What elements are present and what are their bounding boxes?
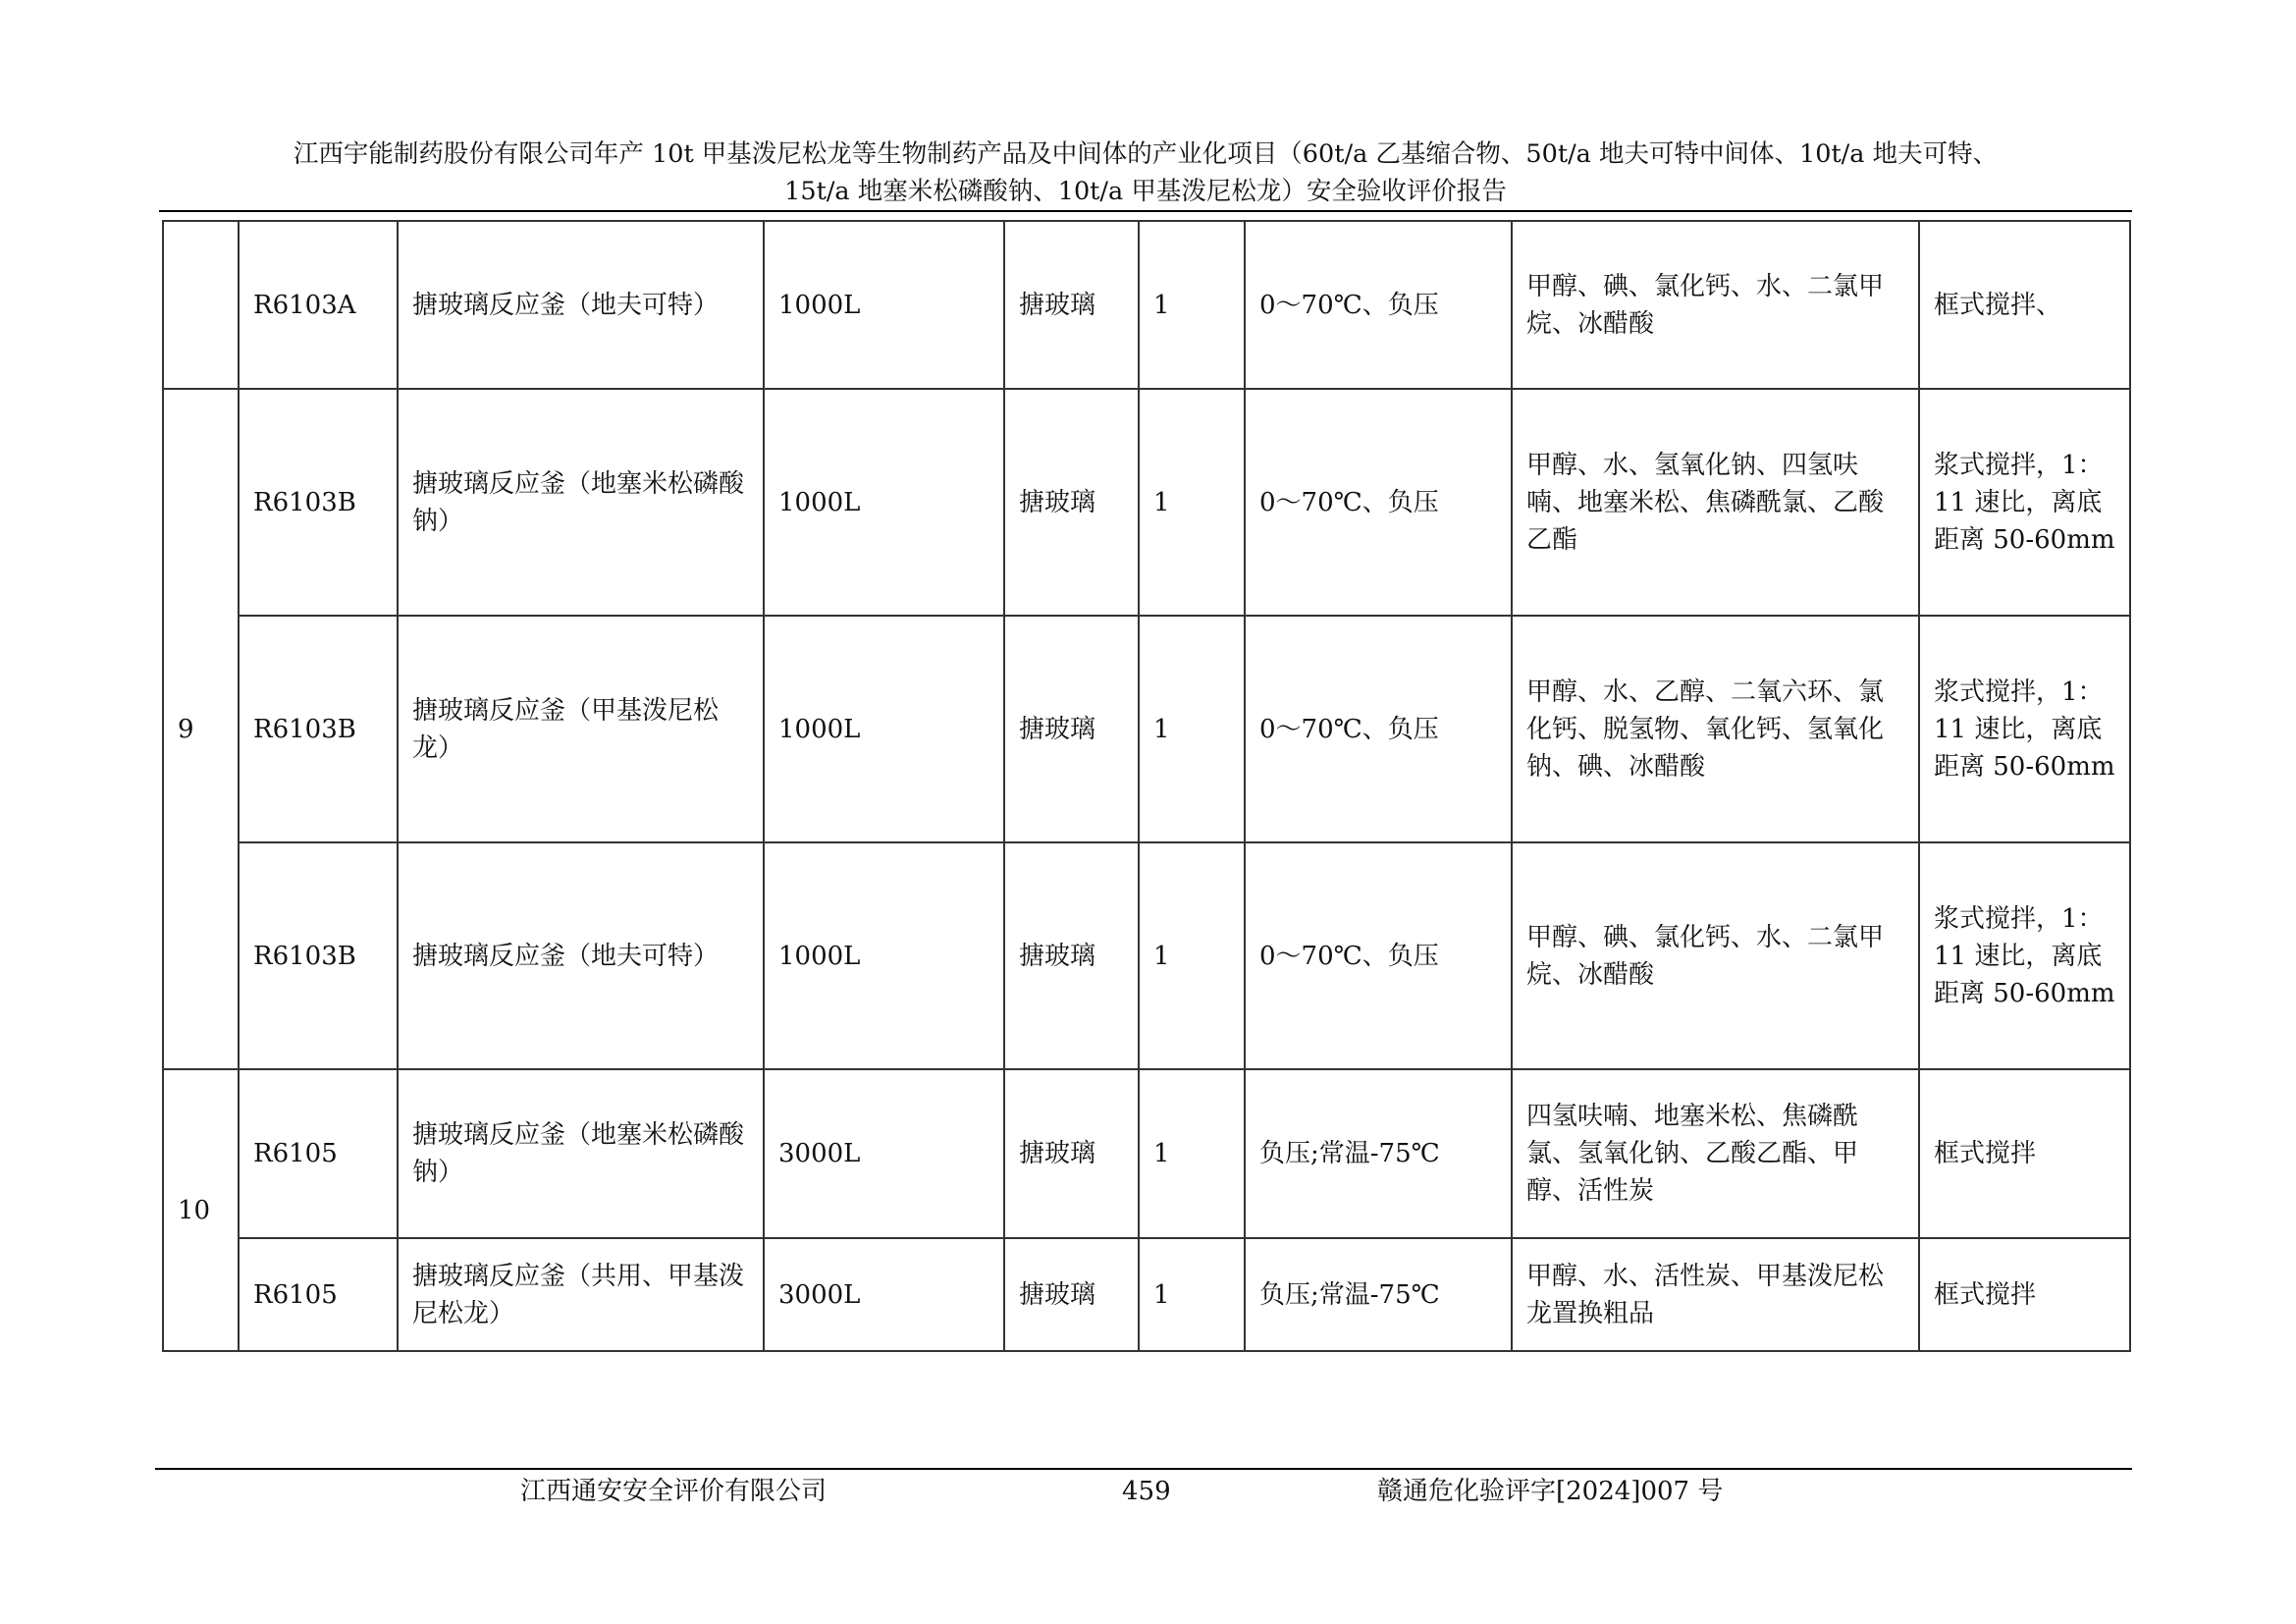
seq-cell: 9 <box>163 389 239 1069</box>
condition-cell: 负压;常温-75℃ <box>1245 1069 1512 1238</box>
condition-cell: 0～70℃、负压 <box>1245 389 1512 616</box>
volume-cell: 3000L <box>764 1069 1004 1238</box>
document-code: 赣通危化验评字[2024]007 号 <box>1377 1477 1724 1506</box>
material-cell: 搪玻璃 <box>1004 1069 1139 1238</box>
material-cell: 搪玻璃 <box>1004 842 1139 1069</box>
condition-cell: 0～70℃、负压 <box>1245 221 1512 389</box>
seq-cell: 10 <box>163 1069 239 1351</box>
header-line-2: 15t/a 地塞米松磷酸钠、10t/a 甲基泼尼松龙）安全验收评价报告 <box>784 177 1507 206</box>
condition-cell: 0～70℃、负压 <box>1245 842 1512 1069</box>
quantity-cell: 1 <box>1139 1069 1245 1238</box>
tag-cell: R6103B <box>239 616 398 842</box>
table-row <box>163 1069 2130 1238</box>
condition-cell: 负压;常温-75℃ <box>1245 1238 1512 1351</box>
header-rule <box>159 210 2132 212</box>
condition-cell: 0～70℃、负压 <box>1245 616 1512 842</box>
table-row <box>163 1238 2130 1351</box>
page-number: 459 <box>1122 1477 1171 1506</box>
tag-cell: R6103B <box>239 389 398 616</box>
quantity-cell: 1 <box>1139 1238 1245 1351</box>
footer-company: 江西通安安全评价有限公司 <box>520 1477 828 1506</box>
mixer-cell: 框式搅拌、 <box>1919 221 2130 389</box>
table-row <box>163 221 2130 389</box>
volume-cell: 1000L <box>764 616 1004 842</box>
media-cell: 甲醇、水、乙醇、二氧六环、氯化钙、脱氢物、氧化钙、氢氧化钠、碘、冰醋酸 <box>1512 616 1919 842</box>
tag-cell: R6105 <box>239 1069 398 1238</box>
mixer-cell: 框式搅拌 <box>1919 1069 2130 1238</box>
material-cell: 搪玻璃 <box>1004 1238 1139 1351</box>
volume-cell: 1000L <box>764 221 1004 389</box>
material-cell: 搪玻璃 <box>1004 221 1139 389</box>
tag-cell: R6105 <box>239 1238 398 1351</box>
header-line-1: 江西宇能制药股份有限公司年产 10t 甲基泼尼松龙等生物制药产品及中间体的产业化项目（60t/a 乙基缩合物、50t/a 地夫可特中间体、10t/a 地夫可特、 <box>293 139 1999 169</box>
media-cell: 甲醇、水、活性炭、甲基泼尼松龙置换粗品 <box>1512 1238 1919 1351</box>
report-header <box>159 135 2132 210</box>
mixer-cell: 浆式搅拌，1：11 速比，离底距离 50-60mm <box>1919 389 2130 616</box>
volume-cell: 1000L <box>764 389 1004 616</box>
tag-cell: R6103B <box>239 842 398 1069</box>
media-cell: 甲醇、水、氢氧化钠、四氢呋喃、地塞米松、焦磷酰氯、乙酸乙酯 <box>1512 389 1919 616</box>
equipment-name-cell: 搪玻璃反应釜（地塞米松磷酸钠） <box>398 1069 764 1238</box>
equipment-name-cell: 搪玻璃反应釜（地夫可特） <box>398 842 764 1069</box>
equipment-name-cell: 搪玻璃反应釜（共用、甲基泼尼松龙） <box>398 1238 764 1351</box>
mixer-cell: 浆式搅拌，1：11 速比，离底距离 50-60mm <box>1919 616 2130 842</box>
media-cell: 甲醇、碘、氯化钙、水、二氯甲烷、冰醋酸 <box>1512 842 1919 1069</box>
footer-rule <box>155 1468 2132 1470</box>
media-cell: 甲醇、碘、氯化钙、水、二氯甲烷、冰醋酸 <box>1512 221 1919 389</box>
volume-cell: 3000L <box>764 1238 1004 1351</box>
material-cell: 搪玻璃 <box>1004 616 1139 842</box>
quantity-cell: 1 <box>1139 221 1245 389</box>
tag-cell: R6103A <box>239 221 398 389</box>
media-cell: 四氢呋喃、地塞米松、焦磷酰氯、氢氧化钠、乙酸乙酯、甲醇、活性炭 <box>1512 1069 1919 1238</box>
table-row <box>163 389 2130 616</box>
quantity-cell: 1 <box>1139 616 1245 842</box>
seq-cell <box>163 221 239 389</box>
volume-cell: 1000L <box>764 842 1004 1069</box>
table-row <box>163 616 2130 842</box>
table-row <box>163 842 2130 1069</box>
material-cell: 搪玻璃 <box>1004 389 1139 616</box>
equipment-name-cell: 搪玻璃反应釜（地塞米松磷酸钠） <box>398 389 764 616</box>
quantity-cell: 1 <box>1139 389 1245 616</box>
quantity-cell: 1 <box>1139 842 1245 1069</box>
equipment-table <box>162 220 2131 1352</box>
equipment-name-cell: 搪玻璃反应釜（甲基泼尼松龙） <box>398 616 764 842</box>
equipment-name-cell: 搪玻璃反应釜（地夫可特） <box>398 221 764 389</box>
mixer-cell: 浆式搅拌，1：11 速比，离底距离 50-60mm <box>1919 842 2130 1069</box>
mixer-cell: 框式搅拌 <box>1919 1238 2130 1351</box>
